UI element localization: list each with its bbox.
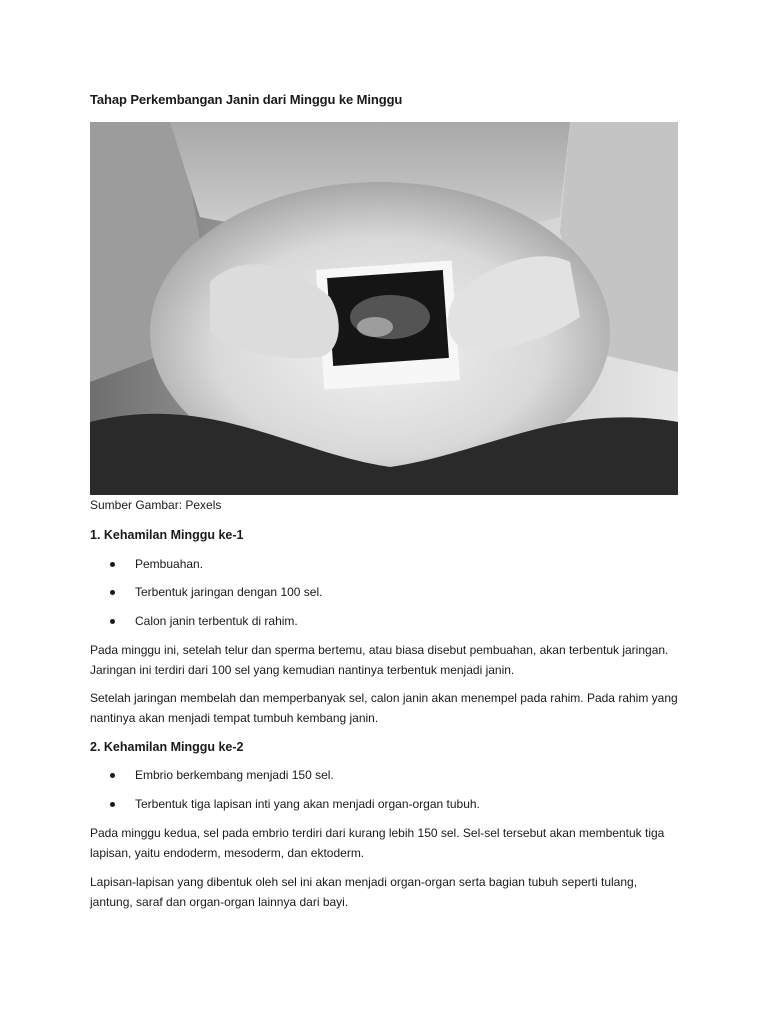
paragraph: Lapisan-lapisan yang dibentuk oleh sel ini akan menjadi organ-organ serta bagian tubuh seperti tulang, jantung, saraf dan organ-organ lainnya dari bayi. [90,875,638,909]
paragraph: Pada minggu ini, setelah telur dan sperma bertemu, atau biasa disebut pembuahan, akan terbentuk jaringan. Jaringan ini terdiri dari 100 sel yang kemudian nantinya terbentuk menjadi janin. [90,643,669,677]
section-heading-week-2: 2. Kehamilan Minggu ke-2 [90,740,244,754]
bullet-icon [110,773,115,778]
section-heading-week-1: 1. Kehamilan Minggu ke-1 [90,528,244,542]
bullet-icon [110,590,115,595]
list-item-text: Terbentuk jaringan dengan 100 sel. [135,585,323,599]
bullet-icon [110,562,115,567]
list-item-text: Pembuahan. [135,557,204,571]
pregnancy-ultrasound-photo [90,122,678,495]
bullet-icon [110,802,115,807]
document-title: Tahap Perkembangan Janin dari Minggu ke Minggu [90,92,403,107]
list-item-text: Terbentuk tiga lapisan inti yang akan menjadi organ-organ tubuh. [135,797,480,811]
paragraph: Pada minggu kedua, sel pada embrio terdiri dari kurang lebih 150 sel. Sel-sel tersebut akan membentuk tiga lapisan, yaitu endoderm, mesoderm, dan ektoderm. [90,826,665,860]
paragraph: Setelah jaringan membelah dan memperbanyak sel, calon janin akan menempel pada rahim. Pada rahim yang nantinya akan menjadi tempat tumbuh kembang janin. [90,691,678,725]
list-item-text: Embrio berkembang menjadi 150 sel. [135,768,334,782]
bullet-icon [110,619,115,624]
list-item-text: Calon janin terbentuk di rahim. [135,614,298,628]
image-caption: Sumber Gambar: Pexels [90,498,222,512]
